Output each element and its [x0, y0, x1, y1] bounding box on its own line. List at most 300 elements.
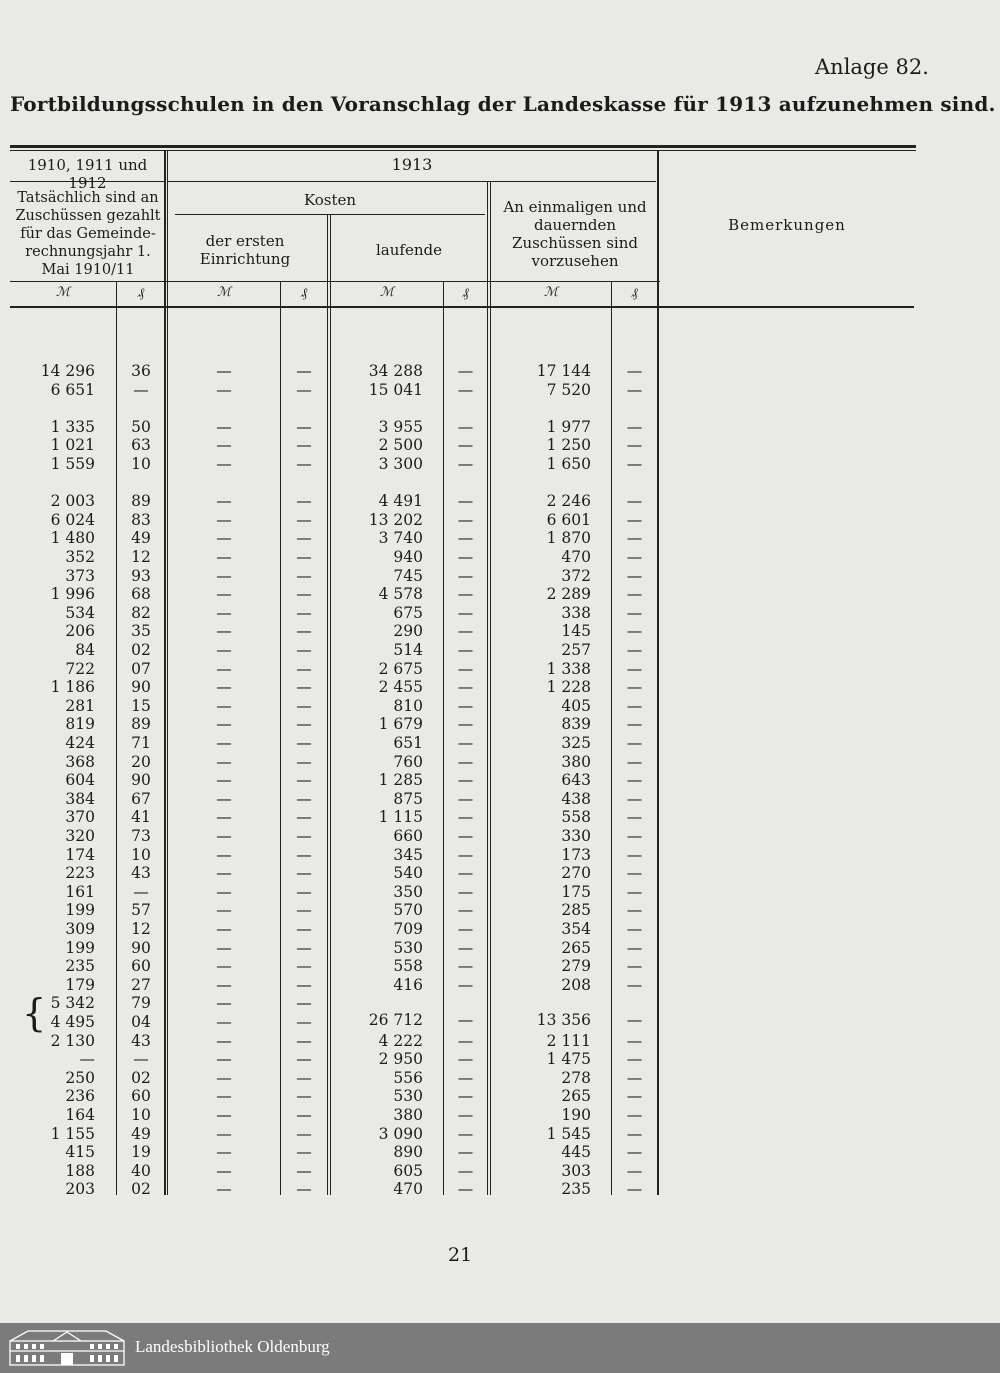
table-cell-m: 84 [75, 641, 95, 659]
table-cell-zp: — [626, 789, 643, 808]
table-cell-ep: — [296, 789, 312, 808]
table-cell-l: 1 679 [378, 715, 423, 734]
table-cell-e: — [216, 1180, 232, 1199]
table-cell-l: 416 [393, 975, 423, 994]
table-cell-z: 643 [561, 771, 591, 790]
table-cell-z: 257 [561, 641, 591, 659]
table-cell-e: — [216, 808, 232, 827]
table-cell-pf: 89 [131, 715, 151, 734]
table-cell-e: — [216, 975, 232, 994]
table-cell-m: 534 [65, 603, 95, 622]
table-cell-lp: — [457, 957, 474, 976]
table-cell-zp: — [626, 808, 643, 827]
table-cell-m: 281 [65, 696, 95, 715]
table-cell-z: 235 [561, 1180, 591, 1199]
table-cell-e: — [216, 566, 232, 585]
unit-mark: ℳ [217, 285, 231, 300]
table-cell-z: 175 [561, 882, 591, 901]
table-cell-ep: — [296, 510, 312, 529]
table-cell-e: — [216, 622, 232, 641]
table-cell-lp: — [457, 808, 474, 827]
table-cell-ep: — [296, 920, 312, 938]
table-cell-pf: 15 [131, 696, 151, 715]
table-cell-e: — [216, 641, 232, 659]
table-cell-pf: 19 [131, 1143, 151, 1162]
table-cell-zp: — [626, 1143, 643, 1162]
table-cell-zp: — [626, 696, 643, 715]
table-cell-l: 709 [393, 920, 423, 938]
table-cell-m: 309 [65, 920, 95, 938]
col-header-running: laufende [376, 241, 442, 259]
table-cell-ep: — [296, 622, 312, 641]
table-cell-l: 530 [393, 1087, 423, 1106]
unit-mark: ℳ [380, 285, 394, 300]
footer-label: Landesbibliothek Oldenburg [135, 1337, 330, 1356]
table-cell-l: 558 [393, 957, 423, 976]
table-cell-l: 675 [393, 603, 423, 622]
table-cell-pf: — [133, 1050, 149, 1069]
table-cell-lp: — [457, 1124, 474, 1143]
table-cell-z: 445 [561, 1143, 591, 1162]
col-sep-e [327, 214, 328, 1195]
table-cell-ep: — [296, 436, 312, 455]
table-cell-l: 380 [393, 1106, 423, 1124]
table-cell-z: 173 [561, 845, 591, 864]
table-cell-ep: — [296, 808, 312, 827]
table-cell-e: — [216, 845, 232, 864]
table-cell-lp: — [457, 603, 474, 622]
table-cell-e: — [216, 678, 232, 697]
table-cell-ep: — [296, 901, 312, 920]
table-cell-e: — [216, 1013, 232, 1031]
group-rule [168, 181, 656, 182]
table-top-rule-thin [10, 150, 916, 151]
table-cell-pf: 57 [131, 901, 151, 920]
table-cell-ep: — [296, 1031, 312, 1050]
table-cell-ep: — [296, 1180, 312, 1199]
table-cell-l: 556 [393, 1068, 423, 1087]
table-cell-pf: 50 [131, 417, 151, 436]
table-cell-z: 278 [561, 1068, 591, 1087]
table-cell-m: 6 651 [50, 380, 95, 399]
table-cell-ep: — [296, 566, 312, 585]
table-cell-ep: — [296, 641, 312, 659]
table-cell-m: 1 996 [50, 585, 95, 604]
table-cell-m: — [79, 1050, 95, 1069]
library-building-icon [8, 1329, 126, 1367]
table-cell-lp: — [457, 1106, 474, 1124]
table-cell-e: — [216, 548, 232, 566]
table-cell-m: 368 [65, 752, 95, 771]
table-cell-pf: 35 [131, 622, 151, 641]
table-cell-lp: — [457, 696, 474, 715]
table-cell-z: 279 [561, 957, 591, 976]
table-cell-ep: — [296, 827, 312, 845]
table-cell-lp: — [457, 920, 474, 938]
col-header-remarks: Bemerkungen [728, 216, 846, 234]
table-cell-zp: — [626, 827, 643, 845]
table-cell-m: 415 [65, 1143, 95, 1162]
table-cell-pf: 49 [131, 529, 151, 548]
table-cell-pf: 60 [131, 957, 151, 976]
table-cell-z: 380 [561, 752, 591, 771]
table-cell-ep: — [296, 1068, 312, 1087]
table-cell-e: — [216, 1050, 232, 1069]
table-cell-e: — [216, 529, 232, 548]
table-cell-lp: — [457, 1031, 474, 1050]
table-cell-l: 875 [393, 789, 423, 808]
table-cell-m: 370 [65, 808, 95, 827]
table-cell-e: — [216, 585, 232, 604]
table-cell-lp: — [457, 436, 474, 455]
table-cell-z: 270 [561, 864, 591, 883]
table-cell-e: — [216, 603, 232, 622]
table-cell-z: 2 289 [546, 585, 591, 604]
table-cell-z: 17 144 [536, 362, 591, 380]
table-cell-zp: — [626, 1031, 643, 1050]
table-cell-lp: — [457, 1050, 474, 1069]
table-cell-ep: — [296, 845, 312, 864]
table-cell-m: 14 296 [40, 362, 95, 380]
table-cell-ep: — [296, 492, 312, 511]
table-cell-l: 34 288 [368, 362, 423, 380]
table-cell-z: 208 [561, 975, 591, 994]
table-cell-pf: 12 [131, 920, 151, 938]
table-cell-m: 1 335 [50, 417, 95, 436]
table-cell-zp: — [626, 771, 643, 790]
table-cell-e: — [216, 994, 232, 1013]
table-cell-zp: — [626, 1106, 643, 1124]
table-cell-z: 372 [561, 566, 591, 585]
table-cell-ep: — [296, 603, 312, 622]
table-cell-e: — [216, 659, 232, 678]
table-cell-ep: — [296, 1124, 312, 1143]
table-cell-ep: — [296, 882, 312, 901]
table-cell-l: 3 740 [378, 529, 423, 548]
table-cell-m: 352 [65, 548, 95, 566]
col-header-first: der ersten Einrichtung [199, 232, 291, 268]
table-cell-pf: 71 [131, 734, 151, 752]
table-cell-zp: — [626, 436, 643, 455]
table-cell-e: — [216, 734, 232, 752]
table-cell-pf: 89 [131, 492, 151, 511]
table-cell-pf: 04 [131, 1013, 151, 1031]
table-cell-l: 940 [393, 548, 423, 566]
table-cell-ep: — [296, 529, 312, 548]
table-cell-m: 2 130 [50, 1031, 95, 1050]
table-cell-zp: — [626, 492, 643, 511]
table-cell-z: 190 [561, 1106, 591, 1124]
table-cell-pf: 73 [131, 827, 151, 845]
table-cell-e: — [216, 938, 232, 957]
table-cell-m: 819 [65, 715, 95, 734]
table-cell-z: 325 [561, 734, 591, 752]
table-cell-m: 235 [65, 957, 95, 976]
table-cell-e: — [216, 492, 232, 511]
col-sep-k [657, 150, 659, 1195]
table-cell-pf: 20 [131, 752, 151, 771]
table-cell-ep: — [296, 417, 312, 436]
table-cell-lp: — [457, 1180, 474, 1199]
table-cell-m: 1 155 [50, 1124, 95, 1143]
unit-pf: ₰ [462, 286, 469, 301]
table-cell-l: 530 [393, 938, 423, 957]
table-cell-pf: 43 [131, 1031, 151, 1050]
table-cell-zp: — [626, 882, 643, 901]
table-cell-zp: — [626, 603, 643, 622]
table-cell-l: 605 [393, 1161, 423, 1180]
table-cell-zp: — [626, 529, 643, 548]
table-cell-e: — [216, 771, 232, 790]
table-cell-ep: — [296, 455, 312, 473]
table-cell-ep: — [296, 1013, 312, 1031]
table-cell-e: — [216, 920, 232, 938]
table-cell-pf: 67 [131, 789, 151, 808]
table-cell-z: 1 545 [546, 1124, 591, 1143]
table-cell-lp: — [457, 752, 474, 771]
table-cell-z: 265 [561, 938, 591, 957]
table-cell-zp: — [626, 901, 643, 920]
table-cell-m: 188 [65, 1161, 95, 1180]
table-cell-pf: 10 [131, 1106, 151, 1124]
table-cell-l: 350 [393, 882, 423, 901]
table-cell-l: 4 491 [378, 492, 423, 511]
col-group-left: 1910, 1911 und 1912 [27, 156, 148, 192]
table-cell-e: — [216, 752, 232, 771]
table-cell-z: 330 [561, 827, 591, 845]
table-cell-m: 5 342 [50, 994, 95, 1013]
table-cell-ep: — [296, 380, 312, 399]
table-cell-pf: — [133, 882, 149, 901]
table-cell-pf: 68 [131, 585, 151, 604]
table-cell-pf: 49 [131, 1124, 151, 1143]
table-cell-zp: — [626, 1011, 643, 1029]
table-cell-m: 6 024 [50, 510, 95, 529]
table-cell-zp: — [626, 1161, 643, 1180]
table-cell-l: 540 [393, 864, 423, 883]
table-cell-zp: — [626, 380, 643, 399]
table-cell-e: — [216, 882, 232, 901]
table-cell-ep: — [296, 1106, 312, 1124]
col-sep-h [487, 182, 488, 1195]
table-cell-e: — [216, 1087, 232, 1106]
table-cell-m: 1 559 [50, 455, 95, 473]
table-cell-lp: — [457, 864, 474, 883]
unit-rule-top [10, 281, 660, 282]
table-cell-zp: — [626, 864, 643, 883]
table-cell-l: 4 222 [378, 1031, 423, 1050]
table-cell-ep: — [296, 696, 312, 715]
table-cell-lp: — [457, 417, 474, 436]
table-cell-l: 2 950 [378, 1050, 423, 1069]
table-cell-lp: — [457, 1011, 474, 1029]
table-cell-e: — [216, 864, 232, 883]
table-cell-z: 1 250 [546, 436, 591, 455]
table-cell-z: 2 111 [546, 1031, 591, 1050]
table-cell-e: — [216, 1143, 232, 1162]
table-cell-zp: — [626, 975, 643, 994]
table-cell-zp: — [626, 455, 643, 473]
table-cell-l: 2 455 [378, 678, 423, 697]
table-cell-pf: 02 [131, 1180, 151, 1199]
table-cell-zp: — [626, 585, 643, 604]
table-cell-zp: — [626, 622, 643, 641]
table-cell-zp: — [626, 678, 643, 697]
table-cell-z: 470 [561, 548, 591, 566]
table-cell-m: 320 [65, 827, 95, 845]
table-cell-lp: — [457, 566, 474, 585]
table-cell-z: 145 [561, 622, 591, 641]
col-header-paid: Tatsächlich sind an Zuschüssen gezahlt für das Gemeinde-rechnungsjahr 1. Mai 1910/11 [15, 190, 161, 278]
table-cell-m: 161 [65, 882, 95, 901]
table-cell-l: 2 675 [378, 659, 423, 678]
table-cell-zp: — [626, 957, 643, 976]
table-cell-e: — [216, 789, 232, 808]
table-cell-ep: — [296, 659, 312, 678]
table-cell-z: 1 338 [546, 659, 591, 678]
table-cell-lp: — [457, 771, 474, 790]
table-cell-m: 179 [65, 975, 95, 994]
table-cell-e: — [216, 380, 232, 399]
table-cell-e: — [216, 827, 232, 845]
table-cell-e: — [216, 1124, 232, 1143]
table-cell-e: — [216, 1068, 232, 1087]
table-cell-m: 236 [65, 1087, 95, 1106]
table-cell-zp: — [626, 920, 643, 938]
col-header-subsidy: An einmaligen und dauernden Zuschüssen sind vorzusehen [503, 198, 647, 270]
table-cell-zp: — [626, 1068, 643, 1087]
table-cell-pf: 90 [131, 678, 151, 697]
table-cell-zp: — [626, 362, 643, 380]
table-cell-ep: — [296, 548, 312, 566]
table-cell-pf: 90 [131, 938, 151, 957]
table-cell-lp: — [457, 827, 474, 845]
table-cell-ep: — [296, 975, 312, 994]
table-cell-lp: — [457, 492, 474, 511]
table-cell-lp: — [457, 659, 474, 678]
table-cell-lp: — [457, 1143, 474, 1162]
table-cell-l: 13 202 [368, 510, 423, 529]
header-bottom-rule [10, 306, 914, 308]
table-cell-l: 745 [393, 566, 423, 585]
table-cell-e: — [216, 901, 232, 920]
table-cell-z: 303 [561, 1161, 591, 1180]
table-cell-e: — [216, 436, 232, 455]
table-cell-ep: — [296, 752, 312, 771]
table-cell-z: 338 [561, 603, 591, 622]
table-cell-lp: — [457, 1161, 474, 1180]
table-top-rule [10, 145, 916, 148]
table-cell-lp: — [457, 510, 474, 529]
table-cell-pf: 60 [131, 1087, 151, 1106]
table-cell-pf: 10 [131, 455, 151, 473]
table-cell-lp: — [457, 734, 474, 752]
table-cell-lp: — [457, 362, 474, 380]
table-cell-pf: — [133, 380, 149, 399]
table-cell-lp: — [457, 641, 474, 659]
table-cell-l: 514 [393, 641, 423, 659]
table-cell-z: 1 228 [546, 678, 591, 697]
page-title: Fortbildungsschulen in den Voranschlag der Landeskasse für 1913 aufzunehmen sind. [10, 92, 996, 116]
col-group-right: 1913 [391, 155, 433, 174]
table-cell-zp: — [626, 734, 643, 752]
table-cell-zp: — [626, 715, 643, 734]
table-cell-e: — [216, 417, 232, 436]
unit-mark: ℳ [56, 285, 70, 300]
table-cell-pf: 82 [131, 603, 151, 622]
table-cell-l: 4 578 [378, 585, 423, 604]
table-cell-l: 3 090 [378, 1124, 423, 1143]
table-cell-pf: 10 [131, 845, 151, 864]
table-cell-z: 839 [561, 715, 591, 734]
table-cell-pf: 02 [131, 1068, 151, 1087]
table-cell-pf: 27 [131, 975, 151, 994]
table-cell-m: 203 [65, 1180, 95, 1199]
table-cell-zp: — [626, 1050, 643, 1069]
table-cell-m: 199 [65, 901, 95, 920]
table-cell-zp: — [626, 1124, 643, 1143]
table-cell-z: 2 246 [546, 492, 591, 511]
table-cell-m: 164 [65, 1106, 95, 1124]
table-cell-l: 3 955 [378, 417, 423, 436]
table-cell-l: 26 712 [368, 1011, 423, 1029]
table-cell-m: 722 [65, 659, 95, 678]
table-cell-l: 660 [393, 827, 423, 845]
table-cell-e: — [216, 957, 232, 976]
table-cell-pf: 12 [131, 548, 151, 566]
table-cell-ep: — [296, 771, 312, 790]
table-cell-l: 1 285 [378, 771, 423, 790]
unit-mark: ℳ [544, 285, 558, 300]
footer-bar [0, 1323, 1000, 1373]
table-cell-m: 223 [65, 864, 95, 883]
table-cell-lp: — [457, 845, 474, 864]
table-cell-zp: — [626, 566, 643, 585]
table-cell-l: 810 [393, 696, 423, 715]
table-cell-z: 405 [561, 696, 591, 715]
table-cell-ep: — [296, 1161, 312, 1180]
table-cell-z: 13 356 [536, 1011, 591, 1029]
table-cell-zp: — [626, 845, 643, 864]
table-cell-z: 7 520 [546, 380, 591, 399]
table-cell-m: 384 [65, 789, 95, 808]
table-cell-lp: — [457, 622, 474, 641]
table-cell-m: 206 [65, 622, 95, 641]
table-cell-ep: — [296, 938, 312, 957]
table-cell-pf: 36 [131, 362, 151, 380]
table-cell-lp: — [457, 1087, 474, 1106]
table-cell-e: — [216, 1106, 232, 1124]
table-cell-m: 424 [65, 734, 95, 752]
table-cell-zp: — [626, 938, 643, 957]
table-cell-zp: — [626, 510, 643, 529]
table-cell-ep: — [296, 1050, 312, 1069]
table-cell-l: 760 [393, 752, 423, 771]
table-cell-l: 1 115 [378, 808, 423, 827]
brace-mark: { [22, 991, 47, 1035]
table-cell-lp: — [457, 1068, 474, 1087]
table-cell-e: — [216, 362, 232, 380]
table-cell-lp: — [457, 455, 474, 473]
table-cell-z: 265 [561, 1087, 591, 1106]
table-cell-l: 470 [393, 1180, 423, 1199]
table-cell-m: 373 [65, 566, 95, 585]
table-cell-lp: — [457, 585, 474, 604]
table-cell-l: 2 500 [378, 436, 423, 455]
unit-pf: ₰ [137, 286, 145, 301]
appendix-label: Anlage 82. [815, 55, 929, 79]
table-cell-l: 345 [393, 845, 423, 864]
